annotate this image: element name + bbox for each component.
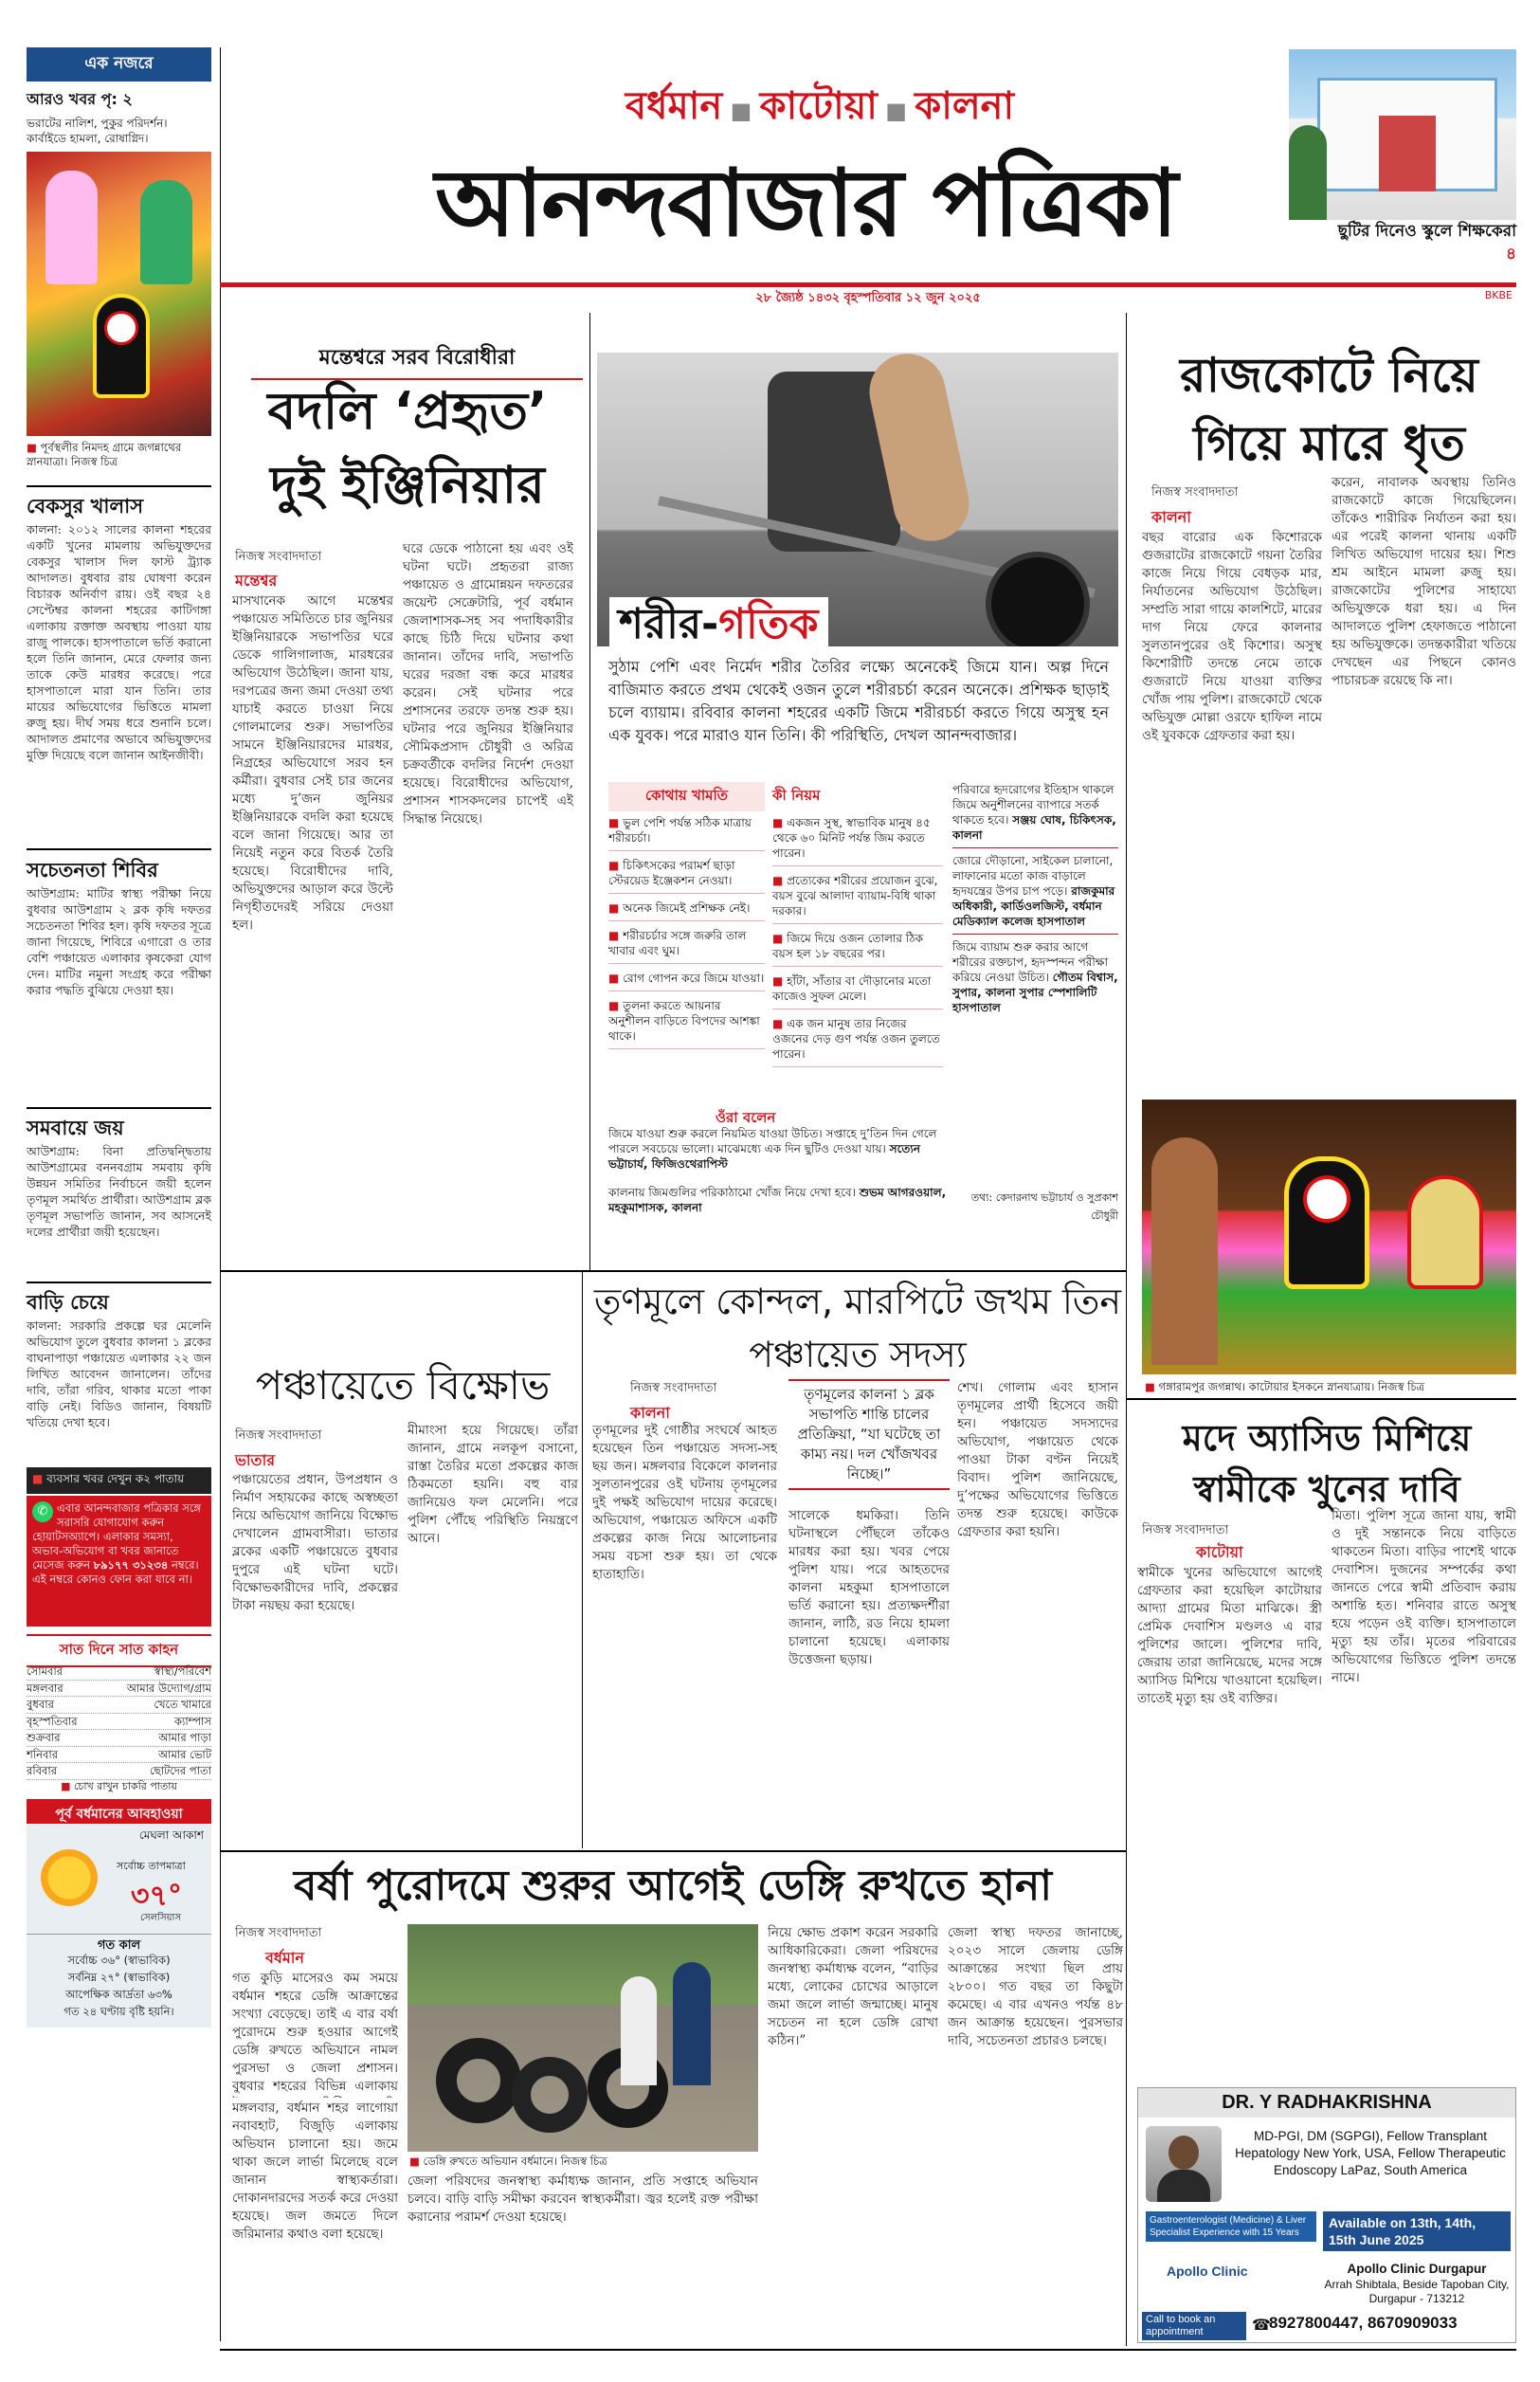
head-shape [1169,2136,1199,2170]
acid-dateline: কাটোয়া [1196,1543,1243,1561]
date-bar [220,282,1516,305]
saat-din-row [27,1763,211,1780]
saat-din-day: সোমবার [27,1664,63,1678]
edition-code: BKBE [1484,289,1513,301]
feature-credit: তথ্য: কেদারনাথ ভট্টাচার্য ও সুপ্রকাশ চৌধুরী [970,1191,1118,1222]
doctor-photo [1146,2126,1222,2202]
saat-din-topic: স্বাস্থ্য/পরিবেশ [154,1664,211,1678]
weather-unit: সেলসিয়াস [140,1913,181,1923]
person-shape [140,180,192,284]
weather-yesterday-label: গত কাল [27,1934,211,1956]
saat-din-topic: ক্যাম্পাস [174,1714,211,1728]
story-title: বেকসুর খালাস [27,495,144,518]
saat-din-day: শুক্রবার [27,1731,61,1744]
rajkot-dateline: কালনা [1151,508,1191,526]
panchayat-dateline: ভাতার [235,1451,276,1469]
feature-intro: সুঠাম পেশি এবং নির্মেদ শরীর তৈরির লক্ষ্যে অনেকেই জিমে যান। অল্প দিনে বাজিমাত করতে প্রথম থেকেই ওজন তুলে শরীরচর্চা করেন অনেকে। প্রশিক্ষক ছাড়াই চলে ব্যায়াম। রবিবার কালনা শহরের একটি জিমে শরীরচর্চা করতে গিয়ে অসুস্থ হন এক যুবক। পরে মারাও যান তিনি। কী পরিস্থিতি, দেখল আনন্দবাজার। [608,658,1109,744]
feature-box-niyam [772,782,943,1109]
engineers-kicker: মন্তেশ্বরে সরব বিরোধীরা [251,341,583,380]
weather-row: সর্বনিম্ন ২৭° (স্বাভাবিক) [67,1971,171,1984]
doctor-advert[interactable] [1137,2087,1516,2343]
quote-heading: ওঁরা বলেন [716,1109,776,1126]
saat-din-row [27,1714,211,1731]
engineers-dateline: মন্তেশ্বর [235,572,278,590]
idol-shape [1407,1175,1483,1289]
saat-din-topic: ছোটদের পাতা [150,1764,211,1777]
idol-face [1303,1175,1350,1223]
weather-max-label: সর্বোচ্চ তাপমাত্রা [117,1860,186,1872]
dengue-col4: নিয়ে ক্ষোভ প্রকাশ করেন সরকারি আধিকারিকেরা। জেলা পরিষদের জনস্বাস্থ্য কর্মাধ্যক্ষ বলেন, “বাড়ির মধ্যে, লোকের চোখের আড়ালে জমা জলে লার্ভা জন্মাচ্ছে। মানুষ সচেতন না হলে ডেঙ্গি রোখা কঠিন।” [768,1925,938,2048]
tmc-col2: সালেকে ধমকিরা। তিনি ঘটনাস্থলে পৌঁছলে তাঁকেও মারধর করা হয়। খবর পেয়ে পুলিশ যায়। পরে আহতদের কালনা মহকুমা হাসপাতালে ভর্তি করানো হয়। প্রত্যক্ষদর্শীরা জানান, লাঠি, রড নিয়ে হামলা চালানো হয়েছে। এলাকায় উত্তেজনা ছড়ায়। [788,1508,950,1667]
story-text: কালনা: ২০১২ সালের কালনা শহরের একটি খুনের মামলায় অভিযুক্তদের বেকসুর খালাস দিল ফাস্ট ট্র্যাক আদালত। বুধবার রায় ঘোষণা করেন বিচারক অনির্বাণ রায়। ওই বছর ২৪ সেপ্টেম্বর কালনা শহরের কাটিগঙ্গা এলাকায় রক্তাক্ত অবস্থায় পাওয়া যায় রাজু পালকে। হাসপাতালে ভর্তি করানো হলে তিনি জানান, মেরে ফেলার জন্য তাকে কেউ মারধর করেছে। পরে হাসপাতালে মারা যান তিনি। তার মায়ের অভিযোগের ভিত্তিতে মামলা রুজু হয়। দীর্ঘ সময় ধরে শুনানি চলে। আদালত প্রমাণের অভাবে অভিযুক্তদের মুক্তি দিয়েছে বলে জানান আইনজীবী। [27,522,211,762]
box-list [608,815,765,1049]
teaser-text[interactable]: ছুটির দিনেও স্কুলে শিক্ষকেরা ৪ [1337,222,1516,264]
story-text: আউশগ্রাম: মাটির স্বাস্থ্য পরীক্ষা নিয়ে বুধবার আউশগ্রাম ২ ব্লক কৃষি দফতর সচেতনতা শিবির হল। কৃষি দফতর সূত্রে জানা গিয়েছে, শিবিরে এগারো ও তার বেশি পঞ্চায়েত এলাকার কৃষকেরা যোগ দেন। মাটির নমুনা সংগ্রহ করে পরীক্ষা করার পদ্ধতি বুঝিয়ে দেওয়া হয়। [27,886,211,997]
dengue-headline[interactable]: বর্ষা পুরোদমে শুরুর আগেই ডেঙ্গি রুখতে হানা [294,1862,1052,1910]
whatsapp-number[interactable]: ৮৯১৭৭ ৩১২৩৪ [93,1558,169,1572]
person-shape [673,1962,711,2085]
engineers-byline: নিজস্ব সংবাদদাতা [235,550,322,564]
acid-byline: নিজস্ব সংবাদদাতা [1142,1523,1229,1537]
tyre-photo [408,1924,758,2152]
weather-row: আপেক্ষিক আর্দ্রতা ৬৩% [65,1988,172,2001]
tyre-shape [436,2038,521,2123]
saat-din-row [27,1747,211,1764]
box-title: কোথায় খামতি [608,782,765,811]
jagannath-photo [1142,1100,1516,1374]
saat-din-day: বৃহস্পতিবার [27,1714,78,1728]
saat-din-topic: আমার উদ্যোগ/গ্রাম [126,1681,211,1695]
clinic-phones[interactable]: 8927800447, 8670909033 [1269,2314,1458,2332]
clinic-name: Apollo Clinic Durgapur [1347,2262,1487,2276]
rajkot-headline[interactable]: রাজকোটে নিয়ে গিয়ে মারে ধৃত [1180,348,1478,471]
rajkot-byline: নিজস্ব সংবাদদাতা [1151,485,1239,500]
date-text: ২৮ জ্যৈষ্ঠ ১৪৩২ বৃহস্পতিবার ১২ জুন ২০২৫ [755,291,981,305]
whatsapp-box: ✆ এবার আনন্দবাজার পত্রিকার সঙ্গে সরাসরি যোগাযোগ করুন হোয়াটসঅ্যাপে। এলাকার সমস্যা, অভাব-অভিযোগ বা খবর জানাতে মেসেজ করুন ৮৯১৭৭ ৩১২৩৪ নম্বরে। এই নম্বরে কোনও ফোন করা যাবে না। [27,1496,211,1627]
story-text: কালনা: সরকারি প্রকল্পে ঘর মেলেনি অভিযোগ তুলে বুধবার কালনা ১ ব্লকের বাঘনাপাড়া পঞ্চায়েত এলাকার ২২ জন লিখিত আবেদন জানালেন। তাঁদের দাবি, তাঁরা গরিব, থাকার মতো পাকা বাড়ি নেই। বিডিও জানান, বিষয়টি খতিয়ে দেখা হবে। [27,1318,211,1429]
more-news-item: কার্বাইডে হামলা, রোষাগ্নিদ। [27,132,149,145]
feature-title[interactable]: শরীর-গতিক [609,597,828,652]
story-title: সচেতনতা শিবির [27,859,158,882]
rajkot-col2: করেন, নাবালক অবস্থায় তিনিও রাজকোটে কাজে গিয়েছিলেন। তাঁকেও শারীরিক নির্যাতন করা হয়। এর পরেই কালনা থানায় একটি লিখিত অভিযোগ দায়ের হয়। শিশু শ্রম আইনে মামলা রুজু হয়। রাজকোটের পুলিশের সাহায্যে অভিযুক্তকে ধরা হয়। এ দিন আদালতে পুলিশ হেফাজতে পাঠানো হয় অভিযুক্তকে। তদন্তকারীরা খতিয়ে দেখছেন এর পিছনে কোনও পাচারচক্র রয়েছে কি না। [1332,475,1516,688]
jagannath-caption: ■ গঙ্গারামপুর জগন্নাথ। কাটোয়ার ইসকনে স্নানযাত্রায়। নিজস্ব চিত্র [1145,1380,1425,1393]
idol-face [104,311,138,345]
box-list-item: ■ প্রত্যেকের শরীরের প্রয়োজন বুঝে, বয়স বুঝে আলাদা ব্যায়াম-বিধি থাকা দরকার। [772,873,943,924]
dengue-col1: গত কুড়ি মাসেরও কম সময়ে বর্ধমান শহরে ডেঙ্গি আক্রান্তের সংখ্যা বেড়েছে। তাই এ বার বর্ষা পুরোদমে শুরু হওয়ার আগেই ডেঙ্গি রুখতে অভিযানে নামল পুরসভা ও জেলা প্রশাসন। বুধবার শহরের বিভিন্ন এলাকায় [232,1971,398,2094]
weather-row: গত ২৪ ঘণ্টায় বৃষ্টি হয়নি। [63,2005,174,2018]
dengue-photo-caption: ■ ডেঙ্গি রুখতে অভিযান বর্ধমানে। নিজস্ব চিত্র [409,2155,607,2168]
saat-din-day: শনিবার [27,1747,59,1761]
idol-shape [93,294,150,398]
doctor-note: জোরে দৌড়ানো, সাইকেল চালানো, লাফানোর মতো কাজ বাড়ালে হৃদযন্ত্রের উপর চাপ পড়ে। রাজকুমার অধিকারী, কার্ডিওলজিস্ট, বর্ধমান মেডিক্যাল কলেজ হাসপাতাল [952,854,1115,928]
weather-title: পূর্ব বর্ধমানের আবহাওয়া [27,1799,211,1829]
box-list-item: ■ ভুল পেশি পর্যন্ত সঠিক মাত্রায় শরীরচর্চা। [608,815,765,851]
doctor-specialty: Gastroenterologist (Medicine) & Liver Specialist Experience with 15 Years [1146,2211,1316,2242]
box-list-item: ■ হাঁটা, সাঁতার বা দৌড়ানোর মতো কাজেও সুফল মেলে। [772,973,943,1009]
saat-din-topic: আমার পাড়া [158,1731,211,1744]
tmc-pullquote: তৃণমূলের কালনা ১ ব্লক সভাপতি শান্তি চালের প্রতিক্রিয়া, “যা ঘটেছে তা কাম্য নয়। দল খোঁজখবর নিচ্ছে।” [788,1379,950,1490]
story-title: সমবায়ে জয় [27,1117,124,1139]
doctor-name: DR. Y RADHAKRISHNA [1138,2088,1515,2118]
saat-din-row [27,1730,211,1747]
dengue-col2: মঙ্গলবার, বর্ধমান শহর লাগোয়া নবাবহাট, বিজুড়ি এলাকায় অভিযান চালানো হয়। জমে থাকা জলে লার্ভা মিলেছে বলে জানান স্বাস্থ্যকর্তারা। দোকানদারদের সতর্ক করে দেওয়া হয়েছে। জল জমতে দিলে জরিমানার কথাও বলা হয়েছে। [232,2100,398,2242]
box-list-item: ■ শরীরচর্চার সঙ্গে জরুরি তাল খাবার এবং ঘুম। [608,928,765,964]
more-news-title: আরও খবর পৃ: ২ [27,90,133,108]
box-list-item: ■ একজন সুস্থ, স্বাভাবিক মানুষ ৪৫ থেকে ৬০ মিনিট পর্যন্ত জিম করতে পারেন। [772,815,943,866]
person-shape [45,171,98,284]
box-title: কী নিয়ম [772,787,821,804]
doctor-qualifications: MD-PGI, DM (SGPGI), Fellow Transplant Hepatology New York, USA, Fellow Therapeutic Endoscopy LaPaz, South America [1235,2129,1506,2177]
box-list [772,815,943,1067]
saat-din-topic: খেতে খামারে [154,1698,211,1711]
edition-line: বর্ধমান ■ কাটোয়া ■ কালনা [625,84,1015,128]
dengue-col5: জেলা স্বাস্থ্য দফতর জানাচ্ছে, ২০২৩ সালে জেলায় ডেঙ্গি আক্রান্তের সংখ্যা ছিল প্রায় ২৮০০। গত বছর তা কিছুটা কমেছে। এ বার এখনও পর্যন্ত ৪৮ জন আক্রান্ত হয়েছেন। পুরসভার দাবি, সচেতনতা প্রচারও চলছে। [948,1925,1123,2048]
tmc-dateline: কালনা [630,1404,670,1422]
tmc-byline: নিজস্ব সংবাদদাতা [630,1381,717,1395]
quote-1: জিমে যাওয়া শুরু করলে নিয়মিত যাওয়া উচিত। সপ্তাহে দু’তিন দিন গেলে পারলে সবচেয়ে ভালো। মাঝেমধ্যে এক দিন ছুটিও দেওয়া যায়। সত্যেন ভট্টাচার্য, ফিজিওথেরাপিস্ট [608,1127,937,1171]
clinic-address: Arrah Shibtala, Beside Tapoban City, Durgapur - 713212 [1324,2278,1510,2305]
barbell-plate [986,552,1090,646]
story-title: বাড়ি চেয়ে [27,1291,109,1314]
weather-condition: মেঘলা আকাশ [138,1828,204,1842]
newspaper-title: আনন্দবাজার পত্রিকা [434,149,1177,258]
feature-box-khamti [608,782,765,1109]
saat-din-day: বুধবার [27,1698,54,1711]
tmc-col1: তৃণমূলের দুই গোষ্ঠীর সংঘর্ষে আহত হয়েছেন তিন পঞ্চায়েত সদস্য-সহ ছয় জন। মঙ্গলবার বিকেলে কালনার সুলতানপুরের ওই ঘটনায় তৃণমূলের দুই পক্ষই অভিযোগ দায়ের করেছে। অভিযোগ, পঞ্চায়েত অফিসে একটি প্রকল্পের কাজ নিয়ে আলোচনার সময় বচসা শুরু হয়। তা থেকে হাতাহাতি। [592,1423,777,1582]
box-list-item: ■ তুলনা করতে আয়নার অনুশীলন বাড়িতে বিপদের আশঙ্কা থাকে। [608,998,765,1049]
phone-icon: ☎ [1252,2316,1271,2334]
saat-din-note: ■ চোখ রাখুন চাকরি পাতায় [61,1780,177,1792]
saat-din-row [27,1664,211,1681]
panchayat-col2: মীমাংসা হয়ে গিয়েছে। তাঁরা জানান, গ্রামে নলকূপ বসানো, রাস্তা তৈরির মতো প্রকল্পের কাজ ঠিকমতো হয়নি। বহু বার জানিয়েও ফল মেলেনি। পরে পুলিশ পৌঁছে পরিস্থিতি নিয়ন্ত্রণে আনে। [408,1423,578,1546]
dengue-col3: জেলা পরিষদের জনস্বাস্থ্য কর্মাধ্যক্ষ জানান, প্রতি সপ্তাহে অভিযান চলবে। বাড়ি বাড়ি সমীক্ষা করবেন স্বাস্থ্যকর্মীরা। জ্বর হলেই রক্ত পরীক্ষা করানোর পরামর্শ দেওয়া হয়েছে। [408,2173,758,2225]
doctor-note: জিমে ব্যায়াম শুরু করার আগে শরীরের রক্তচাপ, হৃদস্পন্দন পরীক্ষা করিয়ে নেওয়া উচিত। গৌতম বিশ্বাস, সুপার, কালনা সুপার স্পেশালিটি হাসপাতাল [952,940,1118,1014]
saat-din-topic: আমার ভোট [158,1747,211,1761]
acid-col1: স্বামীকে খুনের অভিযোগে আগেই গ্রেফতার করা হয়েছিল কাটোয়ার আদ্যা গ্রামের মিতা মাঝিকে। স্ত্রী প্রেমিক দেবাশিস মণ্ডলও এ বার পুলিশের জালে। পুলিশের দাবি, জেরায় তারা জানিয়েছে, মদের সঙ্গে অ্যাসিড মিশিয়ে খাওয়ানো হয়েছিল। তাতেই মৃত্যু হয় ওই ব্যক্তির। [1137,1565,1322,1706]
engineers-col1: মাসখানেক আগে মন্তেশ্বর পঞ্চায়েত সমিতিতে চার জুনিয়র ইঞ্জিনিয়ারকে সভাপতির ঘরে ডেকে গালিগালাজ, মারধরের অভিযোগ উঠেছিল। জানা যায়, দরপত্রের জন্য জমা দেওয়া তথ্য যাচাই করতে চাওয়া নিয়ে গোলমালের শুরু। সভাপতির সামনে ইঞ্জিনিয়ারদের মারধর, নিগ্রহের অভিযোগে সরব হন কর্মীরা। বুধবার সেই চার জনের মধ্যে দু’জন জুনিয়র ইঞ্জিনিয়ারকে বদলি করা হয়েছে বলে জানা গিয়েছে। আর তা নিয়েই নতুন করে বিতর্ক তৈরি হয়েছে। বিরোধীদের দাবি, অভিযুক্তদের আড়াল করে উল্টে নিগৃহীতদেরই সরিয়ে দেওয়া হল। [232,593,393,933]
sun-icon [36,1845,102,1911]
panchayat-col1: পঞ্চায়েতের প্রধান, উপপ্রধান ও নির্মাণ সহায়কের কাছে অস্বচ্ছতা নিয়ে অভিযোগ জানিয়ে বিক্ষোভ দেখালেন গ্রামবাসীরা। ভাতার ব্লকের একটি পঞ্চায়েতে বুধবার দুপুরে এই ঘটনা ঘটে। বিক্ষোভকারীদের দাবি, প্রকল্পের টাকা নয়ছয় করা হয়েছে। [232,1472,398,1613]
left-column [27,47,211,2341]
door-shape [1379,116,1436,191]
saat-din-row [27,1697,211,1714]
engineers-col2: ঘরে ডেকে পাঠানো হয় এবং ওই ঘটনা ঘটে। প্রহৃতরা রাজ্য পঞ্চায়েত ও গ্রামোন্নয়ন দফতরের জয়েন্ট সেক্রেটারি, পূর্ব বর্ধমান জেলাশাসক-সহ সব পদাধিকারীর কাছে চিঠি দিয়ে ঘটনার কথা জানান। তাঁদের দাবি, সভাপতি ঘরের দরজা বন্ধ করে মারধর করেন। সেই ঘটনার পরে প্রশাসনের তরফে তদন্ত শুরু হয়। ঘটনার পরে জুনিয়র ইঞ্জিনিয়ার সৌমিকপ্রসাদ চৌধুরী ও অরিত্র চক্রবর্তীকে বদলির নির্দেশ দেওয়া হয়েছে। বিরোধীদের অভিযোগ, প্রশাসন শাসকদলের চাপেই এই সিদ্ধান্ত নিয়েছে। [403,541,573,827]
saat-din-row [27,1681,211,1698]
story-text: আউশগ্রাম: বিনা প্রতিদ্বন্দ্বিতায় আউশগ্রামের বননবগ্রাম সমবায় কৃষি উন্নয়ন সমিতির নির্বাচনে জয়ী হলেন তৃণমূল সমর্থিত প্রার্থীরা। আউশগ্রাম ব্লক তৃণমূল সভাপতি জানান, সব আসনেই দলের প্রার্থীরা জয়ী হয়েছেন। [27,1144,211,1239]
tmc-col3: শেখ। গোলাম এবং হাসান তৃণমূলের প্রার্থী হিসেবে জয়ী হন। পঞ্চায়েত সদস্যদের অভিযোগ, পঞ্চায়েত থেকে পাওয়া টাকা বণ্টন নিয়েই বিবাদ। পুলিশ জানিয়েছে, দু’পক্ষের অভিযোগের ভিত্তিতে তদন্ত শুরু হয়েছে। কাউকে গ্রেফতার করা হয়নি। [957,1380,1118,1539]
rajkot-col1: বছর বারোর এক কিশোরকে গুজরাটের রাজকোটে গয়না তৈরির কাজে নিয়ে গিয়ে বেধড়ক মার, নির্যাতনের অভিযোগ উঠেছিল। সম্প্রতি সারা গায়ে কালশিটে, মারের দাগ নিয়ে ফেরে কালনার সুলতানপুরের ওই কিশোর। অসুস্থ কিশোরীটি তদন্তে নেমে তাকে গুজরাটে নিয়ে যাওয়া ব্যক্তির খোঁজ পায় পুলিশ। রাজকোটে থেকে অভিযুক্ত মোল্লা ওরফে হাফিল নামে ওই যুবককে গ্রেফতার করা হয়। [1142,530,1322,743]
panchayat-byline: নিজস্ব সংবাদদাতা [235,1428,322,1443]
weather-row: সর্বোচ্চ ৩৬° (স্বাভাবিক) [67,1954,171,1967]
festival-photo [27,152,211,436]
business-note: ■ ব্যবসার খবর দেখুন ক২ পাতায় [27,1467,211,1494]
quote-2: কালনায় জিমগুলির পরিকাঠামো খোঁজ নিয়ে দেখা হবে। শুভম আগরওয়াল, মহকুমাশাসক, কালনা [608,1186,947,1214]
festival-photo-caption: ■ পূর্বস্থলীর নিমদহ গ্রামে জগন্নাথের স্নানযাত্রা। নিজস্ব চিত্র [27,441,182,468]
school-photo [1289,49,1516,220]
body-shape [1157,2170,1210,2202]
weather-max-value: ৩৭° [131,1880,183,1913]
saat-din-list [27,1664,211,1780]
saat-din-day: রবিবার [27,1764,58,1777]
acid-col2: মিতা। পুলিশ সূত্রে জানা যায়, স্বামী ও দুই সন্তানকে নিয়ে বাড়িতে থাকতেন মিতা। বাড়ির পাশেই থাকে দেবাশিস। দুজনের সম্পর্কের কথা জানতে পেরে স্বামী প্রতিবাদ করায় অশান্তি হত। শনিবার রাতে অসুস্থ হয়ে পড়েন ওই ব্যক্তি। হাসপাতালে মৃত্যু হয় তাঁর। মৃতের পরিবারের অভিযোগের ভিত্তিতে পুলিশ তদন্তে নামে। [1332,1508,1516,1685]
dengue-byline: নিজস্ব সংবাদদাতা [235,1926,322,1940]
box-list-item: ■ চিকিৎসকের পরামর্শ ছাড়া স্টেরয়েড ইঞ্জেকশন নেওয়া। [608,858,765,894]
tyre-shape [512,2057,588,2133]
box-list-item: ■ রোগ গোপন করে জিমে যাওয়া। [608,971,765,991]
doctor-note: পরিবারে হৃদরোগের ইতিহাস থাকলে জিমে অনুশীলনের ব্যাপারে সতর্ক থাকতে হবে। সঞ্জয় ঘোষ, চিকিৎসক, কালনা [952,783,1116,842]
more-news-item: ভরাটের নালিশ, পুকুর পরিদর্শন। [27,117,168,130]
feature-box-doctors [952,782,1118,1142]
engineers-headline[interactable]: বদলি ‘প্রহৃত’ দুই ইঞ্জিনিয়ার [267,381,548,515]
person-shape [621,1976,657,2085]
saat-din-day: মঙ্গলবার [27,1681,63,1695]
weather-box [27,1824,211,2027]
box-list-item: ■ জিমে দিয়ে ওজন তোলার ঠিক বয়স হল ১৮ বছরের পর। [772,931,943,967]
person-shape [1151,1137,1218,1365]
box-list-item: ■ অনেক জিমেই প্রশিক্ষক নেই। [608,900,765,921]
apollo-logo: Apollo Clinic [1167,2264,1248,2279]
dengue-dateline: বর্ধমান [265,1949,304,1967]
tree-shape [1289,125,1327,220]
saat-din-title: সাত দিনে সাত কাহন [27,1634,211,1667]
panchayat-headline[interactable]: পঞ্চায়েতে বিক্ষোভ [255,1362,551,1409]
ek-najare-badge: এক নজরে [27,47,211,82]
acid-headline[interactable]: মদে অ্যাসিড মিশিয়ে স্বামীকে খুনের দাবি [1182,1417,1472,1510]
whatsapp-icon: ✆ [32,1501,53,1522]
tmc-headline[interactable]: তৃণমূলে কোন্দল, মারপিটে জখম তিন পঞ্চায়েত সদস্য [593,1281,1122,1375]
book-label: Call to book an appointment [1142,2312,1246,2340]
doctor-availability: Available on 13th, 14th, 15th June 2025 [1323,2211,1511,2251]
box-list-item: ■ এক জন মানুষ তার নিজের ওজনের দেড় গুণ পর্যন্ত ওজন তুলতে পারেন। [772,1016,943,1067]
